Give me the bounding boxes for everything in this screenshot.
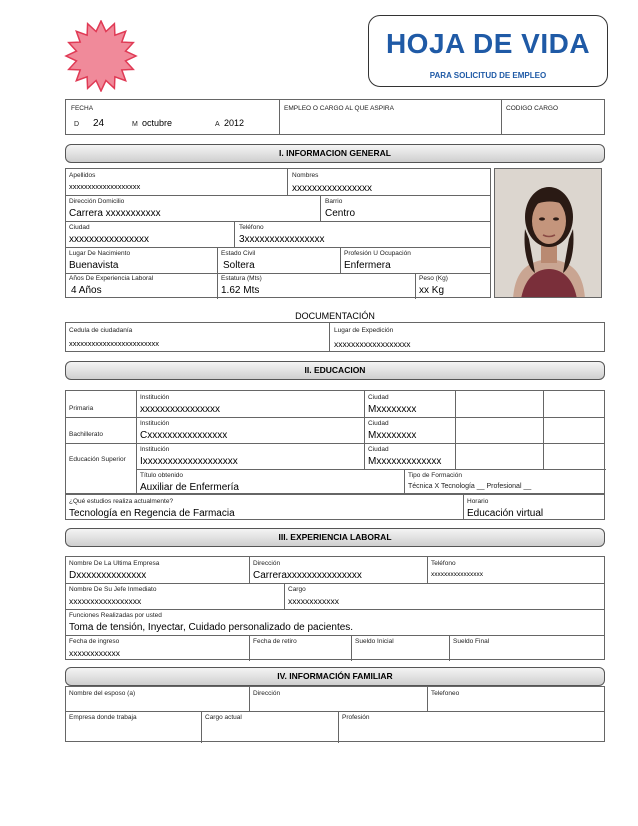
bachillerato-label: Bachillerato <box>69 431 103 438</box>
retiro-label: Fecha de retiro <box>253 638 297 645</box>
ingreso-label: Fecha de ingreso <box>69 638 120 645</box>
section-experiencia-title: III. EXPERIENCIA LABORAL <box>65 528 605 547</box>
section-familiar-title: IV. INFORMACIÓN FAMILIAR <box>65 667 605 686</box>
profesion-value[interactable]: Enfermera <box>344 260 391 271</box>
lugar-nacimiento-value[interactable]: Buenavista <box>69 260 119 271</box>
empresa-label: Nombre De La Ultima Empresa <box>69 560 160 567</box>
horario-value[interactable]: Educación virtual <box>467 508 544 519</box>
experiencia-form <box>65 556 605 660</box>
nombres-value[interactable]: xxxxxxxxxxxxxxxx <box>292 183 372 194</box>
nombres-label: Nombres <box>292 172 319 179</box>
ciudad-value[interactable]: xxxxxxxxxxxxxxxx <box>69 234 149 245</box>
expedicion-value[interactable]: xxxxxxxxxxxxxxxxxx <box>334 339 411 349</box>
barrio-label: Barrio <box>325 198 343 205</box>
funciones-label: Funciones Realizadas por usted <box>69 612 162 619</box>
expedicion-label: Lugar de Expedición <box>334 327 394 334</box>
lugar-nacimiento-label: Lugar De Nacimiento <box>69 250 131 257</box>
primaria-label: Primaria <box>69 405 94 412</box>
ingreso-value[interactable]: xxxxxxxxxxxx <box>69 648 120 658</box>
superior-ciudad-label: Ciudad <box>368 446 389 453</box>
educacion-form <box>65 390 605 494</box>
titulo-label: Título obtenido <box>140 472 184 479</box>
fecha-anio[interactable]: 2012 <box>224 118 245 128</box>
profesion-label: Profesión U Ocupación <box>344 250 411 257</box>
experiencia-label: Años De Experiencia Laboral <box>69 275 154 282</box>
profile-photo <box>494 168 602 298</box>
bachillerato-ciudad-value[interactable]: Mxxxxxxxx <box>368 430 417 441</box>
person-portrait-icon <box>495 169 602 298</box>
estado-civil-label: Estado Civil <box>221 250 256 257</box>
estatura-value[interactable]: 1.62 Mts <box>221 285 260 296</box>
cedula-label: Cedula de ciudadanía <box>69 327 133 334</box>
primaria-institucion-value[interactable]: xxxxxxxxxxxxxxxx <box>140 404 220 415</box>
fam-direccion-label: Dirección <box>253 690 281 697</box>
photo-stamp-starburst-icon <box>64 20 138 92</box>
superior-institucion-label: Institución <box>140 446 170 453</box>
section-educacion-title: II. EDUCACION <box>65 361 605 380</box>
direccion-value[interactable]: Carrera xxxxxxxxxxx <box>69 208 161 219</box>
telefono-value[interactable]: 3xxxxxxxxxxxxxxxx <box>239 234 325 245</box>
peso-value[interactable]: xx Kg <box>419 285 445 296</box>
direccion-label: Dirección Domicilio <box>69 198 125 205</box>
codigo-label: CODIGO CARGO <box>506 105 559 112</box>
estudios-actuales-label: ¿Qué estudios realiza actualmente? <box>69 498 174 505</box>
exp-direccion-label: Dirección <box>253 560 281 567</box>
dia-prefix: D <box>74 121 80 128</box>
mes-prefix: M <box>132 121 138 128</box>
sueldo-inicial-label: Sueldo Inicial <box>355 638 394 645</box>
bachillerato-institucion-label: Institución <box>140 420 170 427</box>
profesion-esposo-label: Profesión <box>342 714 370 721</box>
header-row <box>65 99 605 135</box>
sueldo-final-label: Sueldo Final <box>453 638 490 645</box>
empresa-value[interactable]: Dxxxxxxxxxxxxxx <box>69 570 147 581</box>
cedula-value[interactable]: xxxxxxxxxxxxxxxxxxxxxxxx <box>69 339 159 348</box>
superior-institucion-value[interactable]: Ixxxxxxxxxxxxxxxxxxx <box>140 456 238 467</box>
title-box <box>368 15 608 87</box>
exp-direccion-value[interactable]: Carreraxxxxxxxxxxxxxxx <box>253 570 362 581</box>
barrio-value[interactable]: Centro <box>325 208 356 219</box>
fam-telefono-label: Telefoneo <box>431 690 460 697</box>
educacion-superior-label: Educación Superior <box>69 456 126 463</box>
fecha-label: FECHA <box>71 105 94 112</box>
empleo-label: EMPLEO O CARGO AL QUE ASPIRA <box>284 105 394 112</box>
telefono-label: Teléfono <box>239 224 264 231</box>
experiencia-value[interactable]: 4 Años <box>71 285 102 296</box>
bachillerato-institucion-value[interactable]: Cxxxxxxxxxxxxxxxx <box>140 430 228 441</box>
fecha-mes[interactable]: octubre <box>142 118 173 128</box>
estudios-actuales-form <box>65 494 605 520</box>
jefe-value[interactable]: xxxxxxxxxxxxxxxxx <box>69 596 142 606</box>
funciones-value[interactable]: Toma de tensión, Inyectar, Cuidado personalizado de pacientes. <box>69 622 354 633</box>
page-title: HOJA DE VIDA <box>385 28 591 59</box>
exp-cargo-label: Cargo <box>288 586 306 593</box>
primaria-ciudad-value[interactable]: Mxxxxxxxx <box>368 404 417 415</box>
primaria-institucion-label: Institución <box>140 394 170 401</box>
fecha-dia[interactable]: 24 <box>93 118 105 129</box>
estatura-label: Estatura (Mts) <box>221 275 262 282</box>
horario-label: Horario <box>467 498 489 505</box>
apellidos-value[interactable]: xxxxxxxxxxxxxxxxxxx <box>69 182 141 191</box>
estudios-actuales-value[interactable]: Tecnología en Regencia de Farmacia <box>69 508 235 519</box>
ciudad-label: Ciudad <box>69 224 90 231</box>
estado-civil-value[interactable]: Soltera <box>223 260 255 271</box>
exp-telefono-label: Teléfono <box>431 560 456 567</box>
jefe-label: Nombre De Su Jefe Inmediato <box>69 586 157 593</box>
primaria-ciudad-label: Ciudad <box>368 394 389 401</box>
familiar-form <box>65 686 605 742</box>
apellidos-label: Apellidos <box>69 172 96 179</box>
documentacion-form <box>65 322 605 352</box>
section-general-title: I. INFORMACION GENERAL <box>65 144 605 163</box>
page-subtitle: PARA SOLICITUD DE EMPLEO <box>429 71 547 80</box>
exp-cargo-value[interactable]: xxxxxxxxxxxx <box>288 596 339 606</box>
exp-telefono-value[interactable]: xxxxxxxxxxxxxxxx <box>431 571 483 578</box>
anio-prefix: A <box>215 121 220 128</box>
esposo-label: Nombre del esposo (a) <box>69 690 136 697</box>
titulo-value[interactable]: Auxiliar de Enfermería <box>140 482 239 493</box>
tipo-formacion-value[interactable]: Técnica X Tecnología __ Profesional __ <box>408 483 532 490</box>
tipo-formacion-label: Tipo de Formación <box>408 472 462 479</box>
peso-label: Peso (Kg) <box>419 275 448 282</box>
bachillerato-ciudad-label: Ciudad <box>368 420 389 427</box>
superior-ciudad-value[interactable]: Mxxxxxxxxxxxxx <box>368 456 442 467</box>
cargo-esposo-label: Cargo actual <box>205 714 242 721</box>
general-info-form <box>65 168 491 298</box>
empresa-esposo-label: Empresa donde trabaja <box>69 714 137 721</box>
documentacion-title: DOCUMENTACIÓN <box>295 311 375 321</box>
